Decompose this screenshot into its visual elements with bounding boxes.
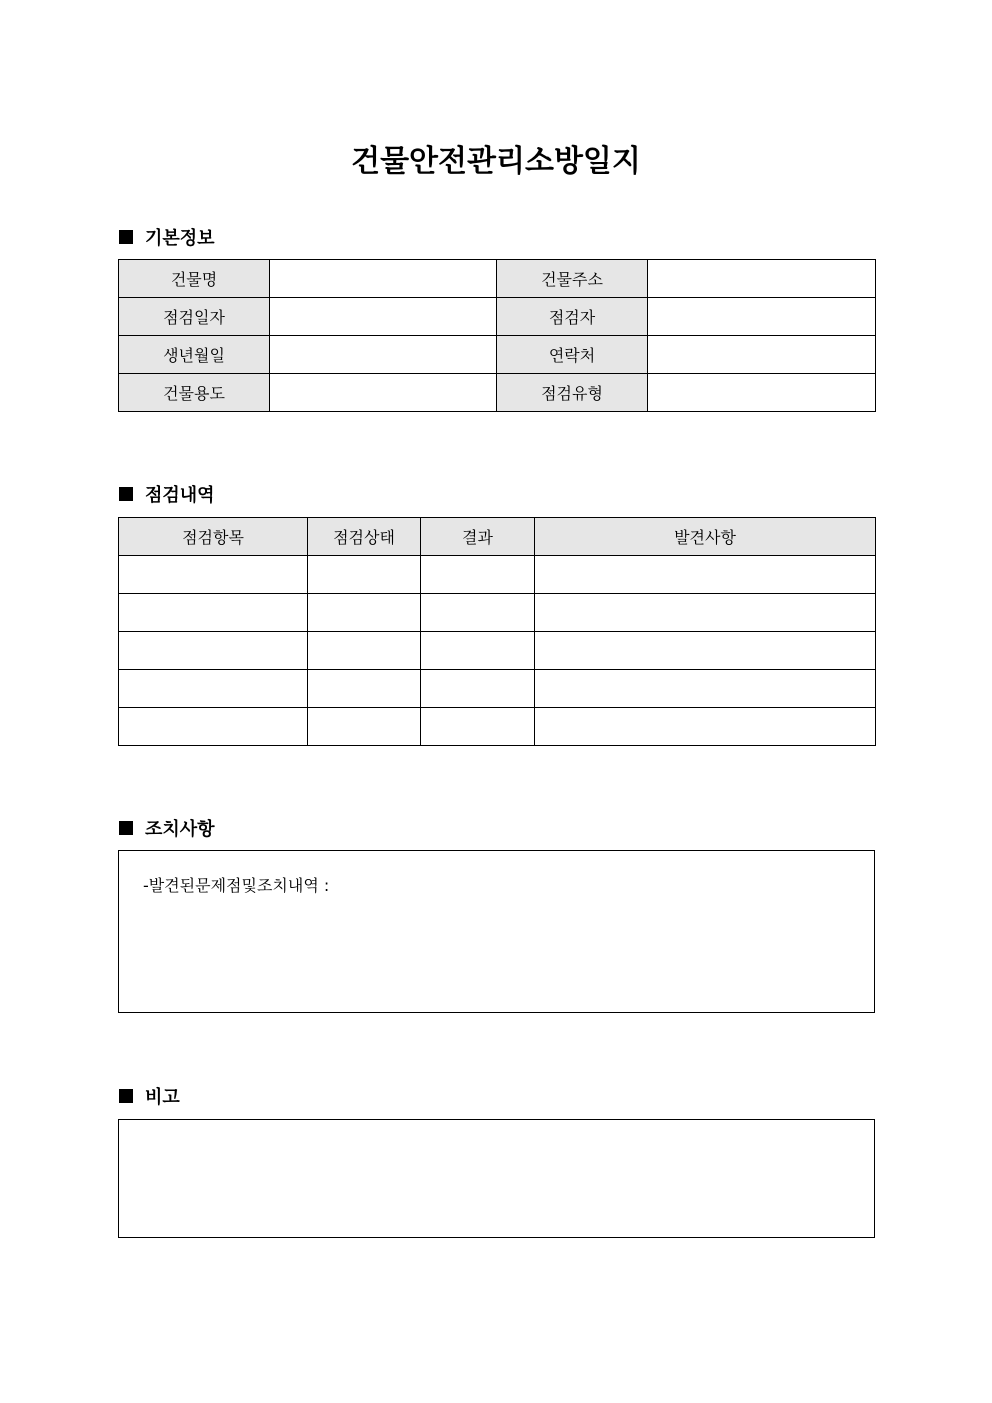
column-header: 점검항목	[119, 518, 308, 556]
value-cell[interactable]	[270, 298, 497, 336]
label-cell: 점검유형	[497, 374, 648, 412]
table-cell[interactable]	[119, 632, 308, 670]
table-header-row	[119, 518, 876, 556]
action-box[interactable]	[118, 850, 875, 1013]
square-bullet-icon	[119, 230, 133, 244]
section-header-inspection	[119, 481, 215, 507]
label-cell: 점검자	[497, 298, 648, 336]
value-cell[interactable]	[648, 374, 876, 412]
value-cell[interactable]	[270, 336, 497, 374]
table-cell[interactable]	[308, 594, 421, 632]
table-row	[119, 556, 876, 594]
section-title: 점검내역	[145, 485, 215, 506]
table-row	[119, 374, 876, 412]
table-cell[interactable]	[308, 708, 421, 746]
column-header: 발견사항	[535, 518, 876, 556]
value-cell[interactable]	[648, 336, 876, 374]
table-row	[119, 670, 876, 708]
table-row	[119, 708, 876, 746]
square-bullet-icon	[119, 1089, 133, 1103]
table-row	[119, 298, 876, 336]
table-cell[interactable]	[421, 594, 535, 632]
table-cell[interactable]	[119, 708, 308, 746]
table-cell[interactable]	[535, 632, 876, 670]
table-cell[interactable]	[119, 594, 308, 632]
section-title: 기본정보	[145, 228, 215, 249]
table-cell[interactable]	[535, 708, 876, 746]
value-cell[interactable]	[648, 260, 876, 298]
table-cell[interactable]	[421, 556, 535, 594]
table-cell[interactable]	[119, 556, 308, 594]
value-cell[interactable]	[270, 260, 497, 298]
table-cell[interactable]	[535, 670, 876, 708]
label-cell: 건물용도	[119, 374, 270, 412]
basic-info-table	[118, 259, 876, 412]
table-cell[interactable]	[421, 670, 535, 708]
table-cell[interactable]	[421, 632, 535, 670]
label-cell: 연락처	[497, 336, 648, 374]
table-row	[119, 632, 876, 670]
table-row	[119, 260, 876, 298]
table-cell[interactable]	[421, 708, 535, 746]
square-bullet-icon	[119, 821, 133, 835]
label-cell: 생년월일	[119, 336, 270, 374]
table-cell[interactable]	[308, 632, 421, 670]
table-cell[interactable]	[308, 556, 421, 594]
remarks-box[interactable]	[118, 1119, 875, 1238]
table-row	[119, 336, 876, 374]
value-cell[interactable]	[270, 374, 497, 412]
value-cell[interactable]	[648, 298, 876, 336]
label-cell: 건물주소	[497, 260, 648, 298]
label-cell: 건물명	[119, 260, 270, 298]
table-row	[119, 594, 876, 632]
section-header-basic	[119, 224, 215, 250]
table-cell[interactable]	[308, 670, 421, 708]
page-title: 건물안전관리소방일지	[351, 144, 641, 179]
action-text: -발견된문제점및조치내역 :	[143, 876, 330, 895]
section-header-remarks	[119, 1083, 180, 1109]
section-header-action	[119, 815, 215, 841]
table-cell[interactable]	[119, 670, 308, 708]
section-title: 조치사항	[145, 819, 215, 840]
square-bullet-icon	[119, 487, 133, 501]
table-cell[interactable]	[535, 556, 876, 594]
label-cell: 점검일자	[119, 298, 270, 336]
column-header: 점검상태	[308, 518, 421, 556]
table-cell[interactable]	[535, 594, 876, 632]
inspection-table	[118, 517, 876, 746]
section-title: 비고	[145, 1087, 180, 1108]
column-header: 결과	[421, 518, 535, 556]
